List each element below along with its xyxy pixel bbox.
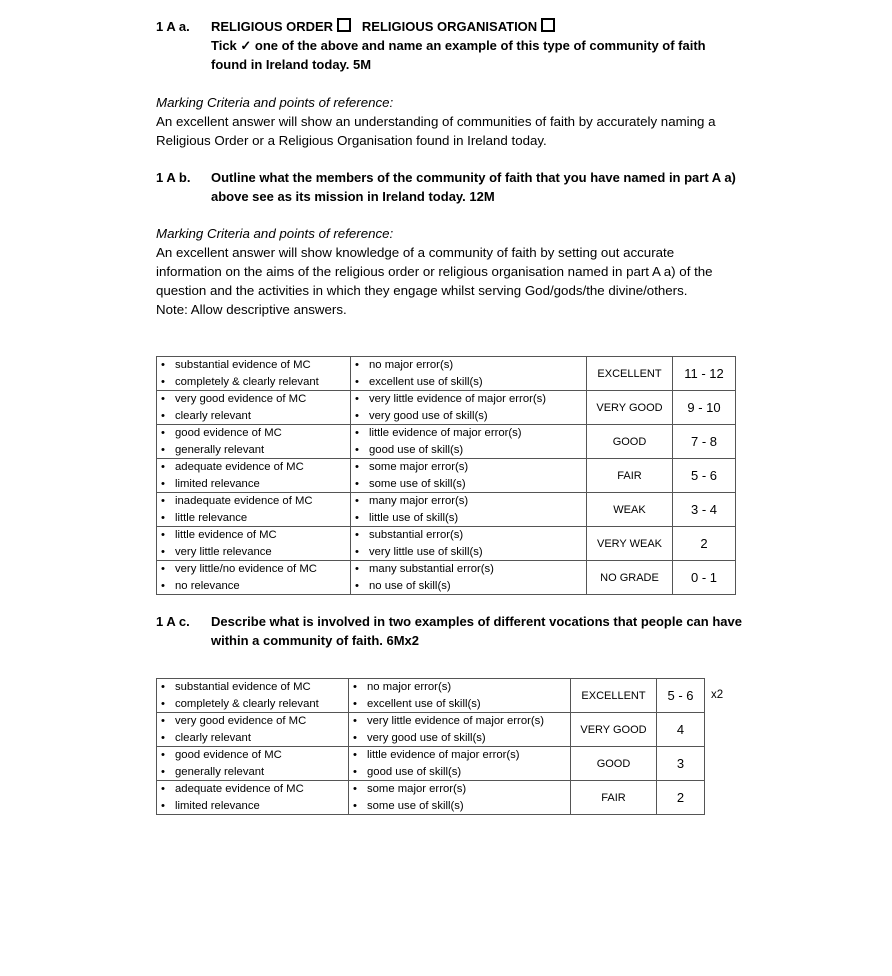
table-row <box>157 713 705 747</box>
list-item: • excellent use of skill(s) <box>351 696 566 713</box>
question-1a <box>156 17 756 77</box>
question-text: Outline what the members of the community of faith that you have named in part A a) above see as its mission in Ireland today. 12M <box>211 170 736 204</box>
grade-cell: WEAK <box>587 493 673 527</box>
evidence-cell <box>157 493 351 527</box>
errors-cell <box>349 781 571 815</box>
marks-cell: 9 - 10 <box>673 391 736 425</box>
list-item: • very little relevance <box>159 544 346 561</box>
list-item: • some major error(s) <box>353 459 582 476</box>
evidence-cell <box>157 713 349 747</box>
list-item: • limited relevance <box>159 476 346 493</box>
list-item: • generally relevant <box>159 442 346 459</box>
list-item: • no use of skill(s) <box>353 578 582 595</box>
list-item: • substantial evidence of MC <box>159 357 346 374</box>
question-number: 1 A b. <box>156 170 191 185</box>
table-row <box>157 747 705 781</box>
grade-cell: FAIR <box>571 781 657 815</box>
marking-scheme-table-1 <box>156 356 736 595</box>
evidence-cell <box>157 357 351 391</box>
grade-cell: VERY WEAK <box>587 527 673 561</box>
list-item: • adequate evidence of MC <box>159 459 346 476</box>
errors-cell <box>349 713 571 747</box>
grade-cell: NO GRADE <box>587 561 673 595</box>
grade-cell: GOOD <box>587 425 673 459</box>
criteria-heading: Marking Criteria and points of reference: <box>156 226 394 241</box>
list-item: • very little use of skill(s) <box>353 544 582 561</box>
list-item: • some use of skill(s) <box>351 798 566 815</box>
marking-criteria-1 <box>156 93 741 150</box>
list-item: • some major error(s) <box>351 781 566 798</box>
marks-cell: 4 <box>657 713 705 747</box>
option-religious-organisation: RELIGIOUS ORGANISATION <box>361 19 538 34</box>
marking-criteria-2 <box>156 224 741 319</box>
criteria-note: Note: Allow descriptive answers. <box>156 302 347 317</box>
table-row <box>157 527 736 561</box>
errors-cell <box>351 493 587 527</box>
grade-cell: VERY GOOD <box>587 391 673 425</box>
list-item: • some use of skill(s) <box>353 476 582 493</box>
question-text: Describe what is involved in two examples of different vocations that people can have within a community of faith. 6Mx2 <box>211 614 742 648</box>
list-item: • good evidence of MC <box>159 425 346 442</box>
marks-cell: 5 - 6 <box>673 459 736 493</box>
evidence-cell <box>157 679 349 713</box>
errors-cell <box>351 357 587 391</box>
list-item: • inadequate evidence of MC <box>159 493 346 510</box>
table-row <box>157 493 736 527</box>
list-item: • good use of skill(s) <box>351 764 566 781</box>
marks-cell: 2 <box>673 527 736 561</box>
list-item: • completely & clearly relevant <box>159 374 346 391</box>
grade-cell: EXCELLENT <box>587 357 673 391</box>
marks-cell: 7 - 8 <box>673 425 736 459</box>
list-item: • little evidence of MC <box>159 527 346 544</box>
evidence-cell <box>157 391 351 425</box>
list-item: • very good use of skill(s) <box>353 408 582 425</box>
list-item: • adequate evidence of MC <box>159 781 344 798</box>
errors-cell <box>349 679 571 713</box>
question-text-line: Tick ✓ one of the above and name an example of this type of community of faith <box>211 38 706 53</box>
list-item: • good evidence of MC <box>159 747 344 764</box>
list-item: • very little/no evidence of MC <box>159 561 346 578</box>
evidence-cell <box>157 781 349 815</box>
list-item: • no major error(s) <box>353 357 582 374</box>
errors-cell <box>351 561 587 595</box>
grade-cell: FAIR <box>587 459 673 493</box>
grade-cell: EXCELLENT <box>571 679 657 713</box>
marks-cell: 11 - 12 <box>673 357 736 391</box>
evidence-cell <box>157 561 351 595</box>
list-item: • little use of skill(s) <box>353 510 582 527</box>
list-item: • very little evidence of major error(s) <box>351 713 566 730</box>
question-number: 1 A c. <box>156 614 190 629</box>
marking-scheme-table-2 <box>156 678 705 815</box>
list-item: • clearly relevant <box>159 730 344 747</box>
criteria-body: An excellent answer will show knowledge of a community of faith by setting out accurate information on the aims of the religious order or religious organisation named in part A a) of the question and the activities in which they engage whilst serving God/gods/the divine/others. <box>156 245 713 298</box>
list-item: • very good use of skill(s) <box>351 730 566 747</box>
list-item: • very little evidence of major error(s) <box>353 391 582 408</box>
grade-cell: GOOD <box>571 747 657 781</box>
question-options <box>211 17 756 36</box>
question-1c <box>156 612 756 652</box>
evidence-cell <box>157 459 351 493</box>
table-row <box>157 357 736 391</box>
list-item: • no relevance <box>159 578 346 595</box>
marks-cell: 5 - 6 <box>657 679 705 713</box>
table-row <box>157 781 705 815</box>
list-item: • clearly relevant <box>159 408 346 425</box>
checkbox-religious-organisation[interactable] <box>541 18 555 32</box>
question-number: 1 A a. <box>156 19 190 34</box>
errors-cell <box>351 391 587 425</box>
question-text-line: found in Ireland today. 5M <box>211 57 372 72</box>
marks-cell: 0 - 1 <box>673 561 736 595</box>
list-item: • little relevance <box>159 510 346 527</box>
evidence-cell <box>157 747 349 781</box>
table-row <box>157 561 736 595</box>
list-item: • good use of skill(s) <box>353 442 582 459</box>
marks-cell: 3 <box>657 747 705 781</box>
list-item: • limited relevance <box>159 798 344 815</box>
errors-cell <box>349 747 571 781</box>
list-item: • very good evidence of MC <box>159 391 346 408</box>
list-item: • generally relevant <box>159 764 344 781</box>
marks-cell: 2 <box>657 781 705 815</box>
checkbox-religious-order[interactable] <box>337 18 351 32</box>
errors-cell <box>351 459 587 493</box>
option-religious-order: RELIGIOUS ORDER <box>211 19 334 34</box>
list-item: • excellent use of skill(s) <box>353 374 582 391</box>
list-item: • substantial evidence of MC <box>159 679 344 696</box>
list-item: • little evidence of major error(s) <box>353 425 582 442</box>
table-row <box>157 425 736 459</box>
evidence-cell <box>157 527 351 561</box>
marks-cell: 3 - 4 <box>673 493 736 527</box>
table-row <box>157 459 736 493</box>
grade-cell: VERY GOOD <box>571 713 657 747</box>
criteria-body: An excellent answer will show an understanding of communities of faith by accurately naming a Religious Order or a Religious Organisation found in Ireland today. <box>156 114 716 148</box>
errors-cell <box>351 527 587 561</box>
table-row <box>157 679 705 713</box>
errors-cell <box>351 425 587 459</box>
list-item: • substantial error(s) <box>353 527 582 544</box>
evidence-cell <box>157 425 351 459</box>
mark-multiplier: x2 <box>711 689 724 701</box>
list-item: • many major error(s) <box>353 493 582 510</box>
list-item: • little evidence of major error(s) <box>351 747 566 764</box>
criteria-heading: Marking Criteria and points of reference: <box>156 95 394 110</box>
table-row <box>157 391 736 425</box>
question-1b <box>156 168 756 208</box>
list-item: • completely & clearly relevant <box>159 696 344 713</box>
list-item: • very good evidence of MC <box>159 713 344 730</box>
list-item: • no major error(s) <box>351 679 566 696</box>
list-item: • many substantial error(s) <box>353 561 582 578</box>
